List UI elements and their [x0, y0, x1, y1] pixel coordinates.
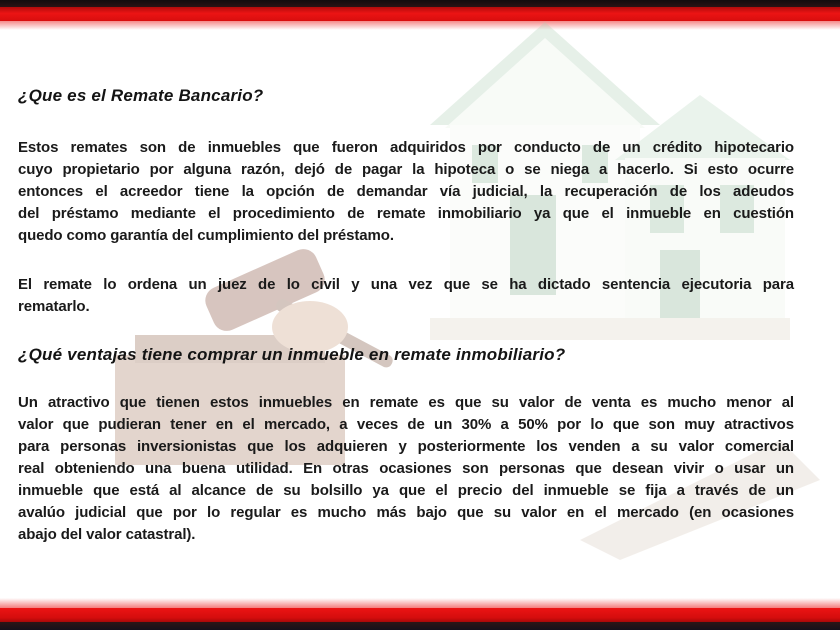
text-line: Estos remates son de inmuebles que fueron adquiridos por conducto de un crédito hipotecario — [18, 139, 794, 156]
heading-what-is-remate: ¿Que es el Remate Bancario? — [18, 86, 264, 105]
text-line: inmueble que está al alcance de su bolsillo ya que el precio del inmueble se fija a través de un — [18, 482, 794, 499]
flyer-content — [18, 86, 794, 546]
paragraph-advantages — [18, 392, 794, 546]
text-line: abajo del valor catastral). — [18, 526, 196, 543]
text-line: entonces el acreedor tiene la opción de demandar vía judicial, la recuperación de los adeudos — [18, 183, 794, 200]
text-line: avalúo judicial que por lo regular es mucho más bajo que su valor en el mercado (en ocasiones — [18, 504, 794, 521]
text-line: real obteniendo una buena utilidad. En otras ocasiones son personas que desean vivir o usar un — [18, 460, 794, 477]
bottom-red-fade — [0, 598, 840, 608]
top-red-stripe — [0, 7, 840, 21]
top-red-fade — [0, 21, 840, 30]
text-line: para personas inversionistas que los adquieren y posteriormente los venden a su valor comercial — [18, 438, 794, 455]
text-line: valor que pudieran tener en el mercado, a veces de un 30% a 50% por lo que son muy atractivos — [18, 416, 794, 433]
bottom-black-bar — [0, 622, 840, 630]
bottom-red-stripe — [0, 608, 840, 622]
text-line: cuyo propietario por alguna razón, dejó de pagar la hipoteca o se niega a hacerlo. Si esto ocurre — [18, 161, 794, 178]
text-line: del préstamo mediante el procedimiento de remate inmobiliario ya que el inmueble en cuestión — [18, 205, 794, 222]
heading-advantages: ¿Qué ventajas tiene comprar un inmueble en remate inmobiliario? — [18, 345, 566, 364]
text-line: Un atractivo que tienen estos inmuebles en remate es que su valor de venta es mucho menor al — [18, 394, 794, 411]
top-black-bar — [0, 0, 840, 7]
paragraph-judge-order — [18, 274, 794, 318]
text-line: quedo como garantía del cumplimiento del préstamo. — [18, 227, 394, 244]
paragraph-definition — [18, 137, 794, 247]
text-line: El remate lo ordena un juez de lo civil y una vez que se ha dictado sentencia ejecutoria para — [18, 276, 794, 293]
text-line: rematarlo. — [18, 298, 90, 315]
